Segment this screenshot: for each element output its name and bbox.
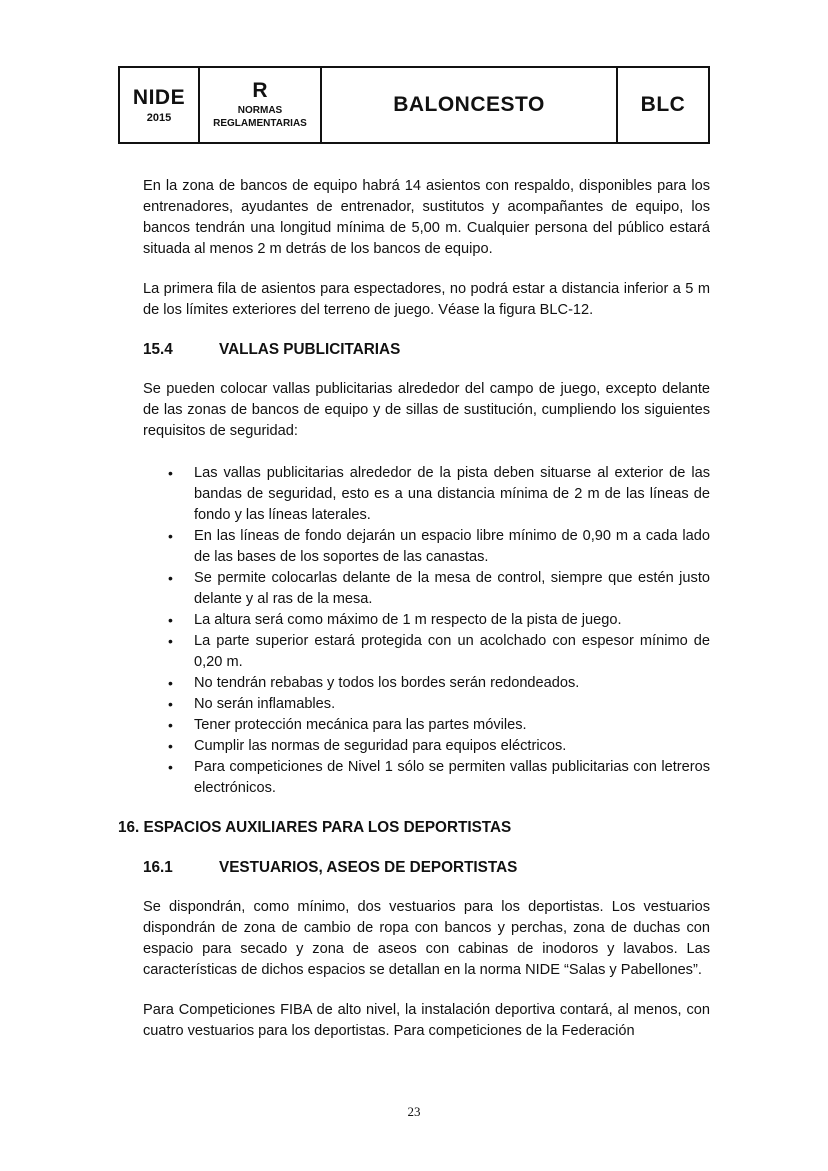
list-item: • La parte superior estará protegida con un acolchado con espesor mínimo de 0,20 m. — [168, 633, 710, 670]
header-code: BLC — [640, 93, 686, 116]
section-title: VALLAS PUBLICITARIAS — [219, 341, 401, 358]
bullet-icon: • — [168, 717, 173, 733]
bullet-icon: • — [168, 570, 173, 586]
list-item: • Para competiciones de Nivel 1 sólo se permiten vallas publicitarias con letreros electrónicos. — [168, 759, 710, 796]
header-sport: BALONCESTO — [393, 93, 545, 116]
list-item: • Cumplir las normas de seguridad para equipos eléctricos. — [143, 736, 710, 757]
header-nide-cell — [120, 68, 200, 142]
bullet-icon: • — [168, 759, 173, 775]
header-type-cell — [200, 68, 322, 142]
chapter-heading-16: 16. ESPACIOS AUXILIARES PARA LOS DEPORTISTAS — [118, 819, 512, 836]
section-number: 15.4 — [143, 341, 173, 358]
paragraph-locker-rooms: Se dispondrán, como mínimo, dos vestuarios para los deportistas. Los vestuarios dispondrán de zona de cambio de ropa con bancos y perchas, zona de duchas con espacio para secado y zona de aseos con cabinas de inodoros y lavabos. Las características de dichos espacios se detallan en la norma NIDE “Salas y Pabellones”. — [143, 899, 710, 978]
section-title: VESTUARIOS, ASEOS DE DEPORTISTAS — [219, 859, 518, 876]
list-item: • Tener protección mecánica para las partes móviles. — [143, 715, 710, 736]
paragraph-spectator-seats: La primera fila de asientos para espectadores, no podrá estar a distancia inferior a 5 m de los límites exteriores del terreno de juego. Véase la figura BLC-12. — [143, 281, 710, 318]
section-heading-15-4 — [143, 339, 710, 361]
list-item: • Las vallas publicitarias alrededor de la pista deben situarse al exterior de las bandas de seguridad, esto es a una distancia mínima de 2 m de las líneas de fondo y las líneas laterales. — [168, 465, 710, 523]
bullet-icon: • — [168, 633, 173, 649]
bullet-icon: • — [168, 528, 173, 544]
paragraph-team-benches: En la zona de bancos de equipo habrá 14 asientos con respaldo, disponibles para los entrenadores, ayudantes de entrenador, sustitutos y acompañantes de equipo, los bancos tendrán una longitud mínima de 5,00 m. Cualquier persona del público estará situada al menos 2 m detrás de los bancos de equipo. — [143, 178, 710, 257]
list-item: • En las líneas de fondo dejarán un espacio libre mínimo de 0,90 m a cada lado de las bases de los soportes de las canastas. — [168, 528, 710, 565]
list-item: • La altura será como máximo de 1 m respecto de la pista de juego. — [143, 610, 710, 631]
list-item: • No tendrán rebabas y todos los bordes serán redondeados. — [143, 673, 710, 694]
bullet-icon: • — [168, 738, 173, 754]
bullet-icon: • — [168, 696, 173, 712]
header-year: 2015 — [146, 112, 172, 124]
page-number: 23 — [407, 1104, 421, 1119]
header-subtitle — [213, 104, 307, 130]
paragraph-advertising-boards: Se pueden colocar vallas publicitarias alrededor del campo de juego, excepto delante de las zonas de bancos de equipo y de sillas de sustitución, cumpliendo los siguientes requisitos de seguridad: — [143, 381, 710, 439]
header-sport-cell — [322, 68, 618, 142]
bullet-icon: • — [168, 612, 173, 628]
header-nide: NIDE — [132, 86, 186, 109]
requirements-list — [143, 463, 710, 799]
header-reglamentarias: REGLAMENTARIAS — [213, 118, 307, 129]
document-header — [118, 66, 710, 144]
section-heading-16-1 — [143, 857, 710, 879]
page-content — [118, 176, 710, 1042]
list-item: • No serán inflamables. — [143, 694, 710, 715]
paragraph-fiba-competitions: Para Competiciones FIBA de alto nivel, la instalación deportiva contará, al menos, con cuatro vestuarios para los deportistas. Para competiciones de la Federación — [143, 1002, 710, 1039]
header-r: R — [252, 79, 268, 102]
header-normas: NORMAS — [237, 105, 283, 116]
list-item: • Se permite colocarlas delante de la mesa de control, siempre que estén justo delante y al ras de la mesa. — [168, 570, 710, 607]
bullet-icon: • — [168, 465, 173, 481]
bullet-icon: • — [168, 675, 173, 691]
header-code-cell — [618, 68, 708, 142]
section-number: 16.1 — [143, 859, 173, 876]
